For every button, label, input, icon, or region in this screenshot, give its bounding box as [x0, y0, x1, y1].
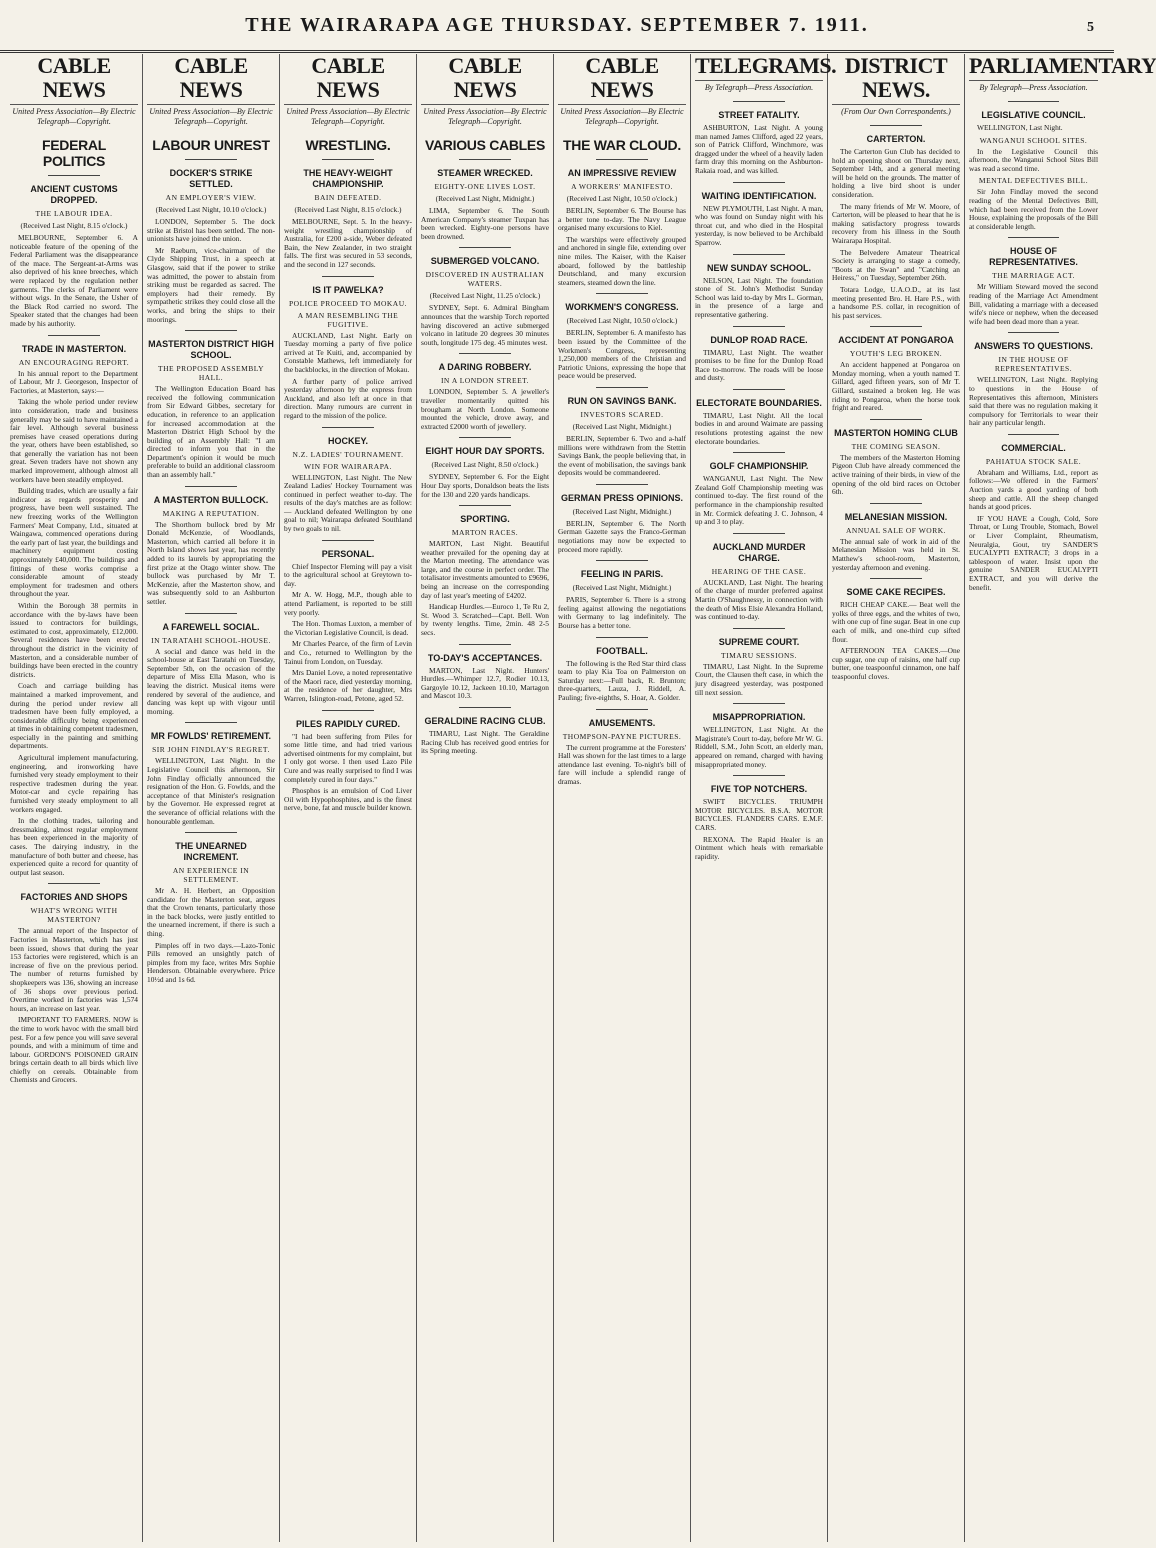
article-headline: MASTERTON HOMING CLUB — [834, 427, 958, 438]
article-headline: NEW SUNDAY SCHOOL. — [706, 262, 811, 273]
article-paragraph: BERLIN, September 6. The Bourse has a better tone to-day. The Navy League organised many excursions to Kiel. — [558, 206, 686, 233]
received-line: (Received Last Night, Midnight.) — [572, 506, 672, 516]
column-2 — [143, 54, 280, 1542]
divider — [870, 125, 921, 126]
article-paragraph: SYDNEY, September 6. For the Eight Hour Day sports, Donaldson beats the lists for the 130 and 220 yards handicaps. — [421, 472, 549, 499]
article-subheading: YOUTH'S LEG BROKEN. — [849, 349, 943, 359]
article-paragraph: The following is the Red Star third class team to play Kia Toa on Palmerston on Saturday next:—Full back, R. Brunton; three-quarters, Lauza, J. Riddell, A. Pauling; five-eighths, S. Hoar, A. Golder. — [558, 658, 686, 702]
divider — [459, 247, 510, 248]
divider — [596, 560, 647, 561]
article-headline: IS IT PAWELKA? — [312, 284, 384, 295]
article-headline: WORKMEN'S CONGRESS. — [565, 302, 679, 313]
article-paragraph: Chief Inspector Fleming will pay a visit to the agricultural school at Greytown to-day. — [284, 561, 412, 588]
article-paragraph: "I had been suffering from Piles for some little time, and had tried various advertised ointments for my complaint, but I only got worse. I then used Lazo Pile Cure and was really surprised to find I was completely cured in four days." — [284, 731, 412, 784]
article-paragraph: Taking the whole period under review into consideration, trade and business generally may be said to have maintained a fair level. Although several business premises have ceased operations during the year, others have been established, so that generally the variation has not been great. Seven traders have not shown any marked improvement, although almost all workers have been steadily employed. — [10, 397, 138, 484]
article-subheading: N.Z. LADIES' TOURNAMENT. — [292, 449, 404, 459]
column-heading: CABLE NEWS — [421, 54, 549, 105]
article-paragraph: The Carterton Gun Club has decided to hold an opening shoot on Thursday next, September 14th, and a general meeting will be held on the grounds. The matter of holding a live bird shoot is under consideration. — [832, 147, 960, 199]
article-paragraph: LIMA, September 6. The South American Company's steamer Tuxpan has been wrecked. Eighty-one persons have been drowned. — [421, 206, 549, 241]
divider — [1008, 434, 1060, 435]
article-paragraph: NELSON, Last Night. The foundation stone of St. John's Methodist Sunday School was laid to-day by Mrs L. Gorman, in the presence of a large and representative gathering. — [695, 275, 823, 319]
divider — [185, 159, 236, 160]
received-line: (Received Last Night, 8.15 o'clock.) — [294, 205, 402, 214]
divider — [733, 389, 784, 390]
article-headline: PERSONAL. — [321, 548, 375, 559]
column-byline: United Press Association—By Electric Telegraph—Copyright. — [286, 107, 410, 126]
article-paragraph: The warships were effectively grouped and anchored in single file, extending over nine miles. The Kaiser, with the Kaiser aboard, followed by the battleship Deutschland, and many excursion steamers, steamed down the line. — [558, 234, 686, 287]
article-paragraph: RICH CHEAP CAKE.— Beat well the yolks of three eggs, and the whites of two, with one cup of fine sugar. Beat in one cup each of milk, and one-third cup sifted flour. — [832, 600, 960, 644]
article-subheading: THE LABOUR IDEA. — [35, 209, 113, 218]
article-headline: AMUSEMENTS. — [588, 717, 656, 728]
column-5 — [554, 54, 691, 1542]
received-line: (Received Last Night, 8.50 o'clock.) — [431, 460, 539, 470]
article-headline: A DARING ROBBERY. — [438, 362, 532, 373]
article-subheading: THE MARRIAGE ACT. — [992, 271, 1075, 281]
divider — [322, 276, 373, 277]
divider — [870, 503, 921, 504]
article-headline: FEELING IN PARIS. — [580, 569, 664, 580]
article-paragraph: TIMARU, Last Night. The weather promises to be fine for the Dunlop Road Race to-morrow. The roads will be loose and dusty. — [695, 347, 823, 383]
article-headline: A MASTERTON BULLOCK. — [153, 494, 269, 505]
newspaper-columns — [6, 53, 1156, 1542]
article-paragraph: A further party of police arrived yesterday afternoon by the express from Auckland, and also left at once in that direction. Many rumours are current in regard to the mission of the police. — [284, 376, 412, 420]
article-paragraph: Mr Charles Pearce, of the firm of Levin and Co., returned to Wellington by the Tainui from London, on Tuesday. — [284, 639, 412, 666]
article-headline: TO-DAY'S ACCEPTANCES. — [427, 652, 543, 663]
article-subheading: BAIN DEFEATED. — [314, 193, 382, 202]
article-headline: ANSWERS TO QUESTIONS. — [974, 341, 1093, 352]
article-subheading: AN EMPLOYER'S VIEW. — [165, 193, 257, 202]
article-paragraph: The members of the Masterton Homing Pigeon Club have already commenced the active training of their birds, in view of the opening of the old bird races on October 6th. — [832, 452, 960, 497]
article-paragraph: The many friends of Mr W. Moore, of Carterton, will be pleased to hear that he is making satisfactory progress towards recovery from his illness in the South Wairarapa Hospital. — [832, 201, 960, 245]
divider — [596, 387, 647, 388]
article-subheading: PAHIATUA STOCK SALE. — [985, 456, 1082, 466]
article-paragraph: The Shorthorn bullock bred by Mr Donald McKenzie, of Woodlands, Masterton, which carried all before it in North Island shows last year, has recently added to its laurels by appropriating the first prize at the Otago winter show. The bullock was purchased by Mr T. McKenzie, after the Masterton show, and was subsequently sold to an Ashburton settler. — [147, 519, 275, 606]
article-headline: ELECTORATE BOUNDARIES. — [696, 397, 822, 408]
column-byline: United Press Association—By Electric Telegraph—Copyright. — [149, 107, 273, 126]
article-paragraph: Mr Raeburn, vice-chairman of the Clyde Shipping Trust, in a speech at Glasgow, said that if the power to strike was admitted, the power to abstain from striking must be regarded as sacred. The employers had their remedy. By sympathetic strikes they could close all the works, and bring the ships to their moorings. — [147, 245, 275, 324]
article-subheading: WANGANUI SCHOOL SITES. — [979, 135, 1088, 145]
article-headline: SUPREME COURT. — [718, 636, 800, 647]
masthead-title: THE WAIRARAPA AGE THURSDAY. SEPTEMBER 7. 1911. — [245, 14, 869, 36]
received-line: (Received Last Night, 8.15 o'clock.) — [20, 221, 128, 230]
article-paragraph: AUCKLAND, Last Night. Early on Tuesday morning a party of five police arrived at Te Kuiti, and, accompanied by Constable Mathews, left immediately for the backblocks, in the direction of Mokau. — [284, 330, 412, 374]
received-line: (Received Last Night, 10.50 o'clock.) — [566, 316, 678, 326]
column-heading: TELEGRAMS. — [695, 54, 823, 81]
divider — [459, 353, 510, 354]
divider — [48, 883, 99, 884]
divider — [1008, 237, 1060, 238]
article-paragraph: Abraham and Williams, Ltd., report as follows:—We offered in the Farmers' Auction yards a good yarding of both sheep and cattle. All the sheep changed hands at good prices. — [969, 467, 1098, 512]
article-subheading: THE COMING SEASON. — [851, 441, 941, 451]
divider — [870, 578, 921, 579]
received-line: (Received Last Night, Midnight.) — [572, 421, 672, 431]
article-headline: MR FOWLDS' RETIREMENT. — [150, 731, 272, 742]
section-headline: THE WAR CLOUD. — [563, 137, 681, 153]
article-headline: GERALDINE RACING CLUB. — [424, 716, 546, 726]
article-headline: FOOTBALL. — [596, 645, 648, 656]
article-headline: AUCKLAND MURDER CHARGE. — [712, 541, 806, 563]
divider — [322, 540, 373, 541]
divider — [733, 533, 784, 534]
divider — [459, 159, 510, 160]
article-paragraph: MELBOURNE, Sept. 5. In the heavy-weight wrestling championship of Australia, for £200 a-side, Weber defeated Bain, the New Zealander, in two straight falls. The first was secured in 53 seconds, and the second in 127 seconds. — [284, 217, 412, 269]
article-paragraph: LONDON, September 5. A jeweller's traveller momentarily quitted his brougham at North London. Someone mounted the vehicle, drove away, and extracted £2000 worth of jewellery. — [421, 387, 549, 431]
divider — [459, 707, 510, 708]
divider — [733, 628, 784, 629]
divider — [733, 452, 784, 453]
article-headline: LEGISLATIVE COUNCIL. — [981, 110, 1086, 120]
article-paragraph: An accident happened at Pongaroa on Monday morning, when a youth named T. Gillard, aged fifteen years, son of Mr T. Gillard, sustained a broken leg. He was riding to Pongaroa, when the horse took fright and reared. — [832, 360, 960, 413]
article-subheading: IN THE HOUSE OF REPRESENTATIVES. — [994, 355, 1073, 374]
article-subheading: MAKING A REPUTATION. — [162, 508, 260, 518]
article-paragraph: Mr A. H. Herbert, an Opposition candidate for the Masterton seat, argues that the Crown tenants, particularly those in the back blocks, were justly entitled to the unearned increment, if there is such a thing. — [147, 886, 275, 939]
article-paragraph: LONDON, September 5. The dock strike at Bristol has been settled. The non-unionists have joined the union. — [147, 217, 275, 244]
column-1 — [6, 54, 143, 1542]
article-subheading: THOMPSON-PAYNE PICTURES. — [562, 731, 682, 741]
article-headline: COMMERCIAL. — [1001, 442, 1066, 453]
article-paragraph: NEW PLYMOUTH, Last Night. A man, who was found on Sunday night with his throat cut, and who died in the Hospital yesterday, is now believed to be Archibald Sparrow. — [695, 203, 823, 247]
article-paragraph: REXONA. The Rapid Healer is an Ointment which heals with remarkable rapidity. — [695, 834, 823, 861]
column-byline: By Telegraph—Press Association. — [704, 83, 814, 92]
article-subheading: MARTON RACES. — [451, 528, 519, 538]
article-paragraph: In the clothing trades, tailoring and dressmaking, almost regular employment has been experienced in the majority of cases. The dairying industry, in the manufacture of both butter and cheese, has experienced quite a record for quantity of output last season. — [10, 816, 138, 877]
article-paragraph: PARIS, September 6. There is a strong feeling against allowing the negotiations with Germany to lag indefinitely. The Bourse has a better tone. — [558, 595, 686, 631]
article-headline: HOUSE OF REPRESENTATIVES. — [989, 246, 1078, 268]
article-headline: FIVE TOP NOTCHERS. — [710, 784, 808, 795]
article-paragraph: MARTON, Last Night. Beautiful weather prevailed for the opening day at the Marton meeting. The attendance was large, and the course in perfect order. The totalisator investments amounted to £9696, being an increase on the corresponding day of last year's meeting of £4202. — [421, 539, 549, 600]
received-line: (Received Last Night, 10.50 o'clock.) — [566, 194, 678, 203]
article-headline: ANCIENT CUSTOMS DROPPED. — [30, 184, 118, 205]
received-line: (Received Last Night, Midnight.) — [572, 583, 672, 593]
divider — [733, 101, 784, 102]
article-paragraph: The Wellington Education Board has received the following communication from Sir Edward Gibbes, secretary for education, in reference to an application for increased accommodation at the Masterton District High School by the building of an Assembly Hall: "I am directed to inform you that in the Department's opinion it would be much preferable to build an additional classroom than an assembly hall." — [147, 384, 275, 480]
article-paragraph: The annual sale of work in aid of the Melanesian Mission was held in St. Matthew's school-room, Masterton, yesterday afternoon and evening. — [832, 536, 960, 572]
article-paragraph: The Hon. Thomas Luxton, a member of the Victorian Legislative Council, is dead. — [284, 619, 412, 637]
article-paragraph: AFTERNOON TEA CAKES.—One cup sugar, one cup of raisins, one half cup butter, one teaspoonful cinnamon, one half teaspoonful cloves. — [832, 646, 960, 681]
article-paragraph: MELBOURNE, September 6. A noticeable feature of the opening of the Federal Parliament was the disappearance of the mace. The Sergeant-at-Arms was also deprived of his knee breeches, which were replaced by the regulation nether garments. The clerks of Parliament were without wigs. In the Senate, the Usher of the Black Rod carried no sword. The Speaker stated that the changes had been made by his authority. — [10, 233, 138, 328]
article-subheading: MENTAL DEFECTIVES BILL. — [978, 176, 1089, 186]
article-paragraph: WELLINGTON, Last Night. In the Legislative Council this afternoon, Sir John Findlay officially announced the resignation of the Hon. G. Fowlds, and the acceptance of that Minister's resignation by the Governor. He expressed regret at the severance of official relations with the honourable gentleman. — [147, 756, 275, 826]
article-paragraph: Agricultural implement manufacturing, engineering, and ironworking have furnished very steady employment to their respective tradesmen during the year. Motor-car and cycle repairing has furnished very steady employment to all workers engaged. — [10, 753, 138, 814]
article-subheading: EIGHTY-ONE LIVES LOST. — [434, 182, 536, 191]
divider — [596, 159, 647, 160]
divider — [733, 775, 784, 776]
column-heading: CABLE NEWS — [558, 54, 686, 105]
article-paragraph: Sir John Findlay moved the second reading of the Mental Defectives Bill, which had been received from the Lower House, explaining the proposals of the Bill at considerable length. — [969, 187, 1098, 231]
article-subheading: HEARING OF THE CASE. — [711, 566, 807, 576]
article-subheading: A MAN RESEMBLING THE FUGITIVE. — [297, 310, 399, 329]
column-heading: DISTRICT NEWS. — [832, 54, 960, 105]
article-paragraph: The annual report of the Inspector of Factories in Masterton, which has just been issued, shows that during the year 153 factories were registered, which is an increase of five on the previous period. The number of returns furnished by shopkeepers was 136, showing an increase of 36 shops over previous period. Overtime worked in factories was 1,574 hours, an increase on last year. — [10, 926, 138, 1013]
article-headline: GOLF CHAMPIONSHIP. — [709, 461, 809, 472]
article-subheading: POLICE PROCEED TO MOKAU. — [289, 298, 407, 308]
article-subheading: SIR JOHN FINDLAY'S REGRET. — [152, 745, 270, 755]
divider — [596, 709, 647, 710]
article-paragraph: WELLINGTON, Last Night. — [977, 123, 1063, 132]
article-headline: THE HEAVY-WEIGHT CHAMPIONSHIP. — [303, 168, 393, 189]
article-paragraph: IF YOU HAVE a Cough, Cold, Sore Throat, or Lung Trouble, Stomach, Bowel or Liver Complaint, Rheumatism, Neuralgia, Gout, try SANDER'S EUCALYPTI EXTRACT; 3 drops in a tablespoon of water. Insist upon the genuine SANDER EUCALYPTI EXTRACT, and you will derive the benefit. — [969, 513, 1098, 592]
divider — [322, 159, 373, 160]
column-7 — [828, 54, 965, 1542]
article-headline: WAITING IDENTIFICATION. — [701, 190, 817, 201]
article-paragraph: TIMARU, Last Night. In the Supreme Court, the Clausen theft case, in which the jury disagreed yesterday, was postponed till next session. — [695, 661, 823, 697]
divider — [185, 330, 236, 331]
received-line: (Received Last Night, 11.25 o'clock.) — [429, 291, 541, 301]
article-headline: THE UNEARNED INCREMENT. — [175, 841, 247, 863]
column-4 — [417, 54, 554, 1542]
divider — [733, 254, 784, 255]
article-headline: TRADE IN MASTERTON. — [21, 343, 127, 354]
divider — [185, 832, 236, 833]
column-byline: By Telegraph—Press Association. — [979, 83, 1088, 92]
article-subheading: AN EXPERIENCE IN SETTLEMENT. — [172, 866, 250, 885]
article-paragraph: AUCKLAND, Last Night. The hearing of the charge of murder preferred against Martin O'Shaughnessy, in connection with the death of Miss Elsie Alexandra Holland, was continued to-day. — [695, 577, 823, 622]
section-headline: WRESTLING. — [305, 137, 391, 153]
article-paragraph: Within the Borough 38 permits in accordance with the by-laws have been issued to contractors for buildings, estimated to cost, approximately, £12,000. Several residences have been erected throughout the district in the vicinity of Masterton, and a considerable number of buildings have been erected in the country districts. — [10, 600, 138, 679]
column-byline: (From Our Own Correspondents.) — [841, 107, 951, 116]
article-headline: GERMAN PRESS OPINIONS. — [560, 492, 684, 503]
article-paragraph: Building trades, which are usually a fair indicator as regards prosperity and progress, have been well sustained. The new freezing works of the Wellington Farmers' Meat Company, Ltd., situated at Waingawa, commenced operations during the early part of last year, the buildings and machinery equipment costing approximately £40,000. The buildings and fittings of these works comprise a considerable amount of steady employment for tradesmen and others throughout the year. — [10, 486, 138, 599]
column-heading: CABLE NEWS — [284, 54, 412, 105]
article-headline: SUBMERGED VOLCANO. — [430, 256, 540, 267]
divider — [459, 437, 510, 438]
divider — [1008, 332, 1060, 333]
article-headline: CARTERTON. — [866, 134, 926, 144]
article-headline: HOCKEY. — [327, 435, 368, 446]
article-paragraph: IMPORTANT TO FARMERS. NOW is the time to work havoc with the small bird pest. For a few pence you will save several pounds, and with a minimum of time and labour. GORDON'S POISONED GRAIN brings certain death to all birds which live chiefly on cereals. Obtainable from Chemists and Grocers. — [10, 1015, 138, 1085]
column-byline: United Press Association—By Electric Telegraph—Copyright. — [423, 107, 547, 126]
article-paragraph: BERLIN, September 6. The North German Gazette says the Franco-German negotiations may now be expected to proceed more rapidly. — [558, 518, 686, 554]
divider — [185, 722, 236, 723]
article-subheading: INVESTORS SCARED. — [580, 409, 664, 419]
column-heading: CABLE NEWS — [10, 54, 138, 105]
article-paragraph: TIMARU, Last Night. The Geraldine Racing Club has received good entries for its Spring meeting. — [421, 729, 549, 756]
article-headline: AN IMPRESSIVE REVIEW — [567, 168, 677, 178]
article-subheading: DISCOVERED IN AUSTRALIAN WATERS. — [425, 270, 545, 289]
divider — [870, 419, 921, 420]
article-paragraph: ASHBURTON, Last Night. A young man named James Clifford, aged 22 years, son of Patrick Clifford, Winchmore, was dragged under the wheel of a heavily laden farm dray this morning on the Ashburton-Rakaia road, and was killed. — [695, 123, 823, 175]
divider — [1008, 101, 1060, 102]
section-headline: FEDERAL POLITICS — [41, 137, 106, 169]
article-paragraph: In the Legislative Council this afternoon, the Wanganui School Sites Bill was read a second time. — [969, 146, 1098, 173]
article-subheading: WHAT'S WRONG WITH MASTERTON? — [30, 906, 118, 925]
article-paragraph: The Belvedere Amateur Theatrical Society is arranging to stage a comedy, "Boots at the Swan" and "Catching an Heiress," on Tuesday, September 26th. — [832, 247, 960, 283]
article-paragraph: Mr A. W. Hogg, M.P., though able to attend Parliament, is reported to be still very poorly. — [284, 590, 412, 617]
divider — [733, 703, 784, 704]
article-paragraph: WELLINGTON, Last Night. Replying to questions in the House of Representatives this afternoon, Ministers said that there was no regulation making it compulsory for Territorials to wear their hair any particular length. — [969, 375, 1098, 428]
article-headline: DOCKER'S STRIKE SETTLED. — [169, 168, 253, 189]
received-line: (Received Last Night, Midnight.) — [435, 194, 535, 203]
article-headline: ACCIDENT AT PONGAROA — [838, 335, 954, 346]
article-subheading: IN A LONDON STREET. — [440, 376, 530, 386]
article-subheading: IN TARATAHI SCHOOL-HOUSE. — [151, 635, 271, 645]
article-headline: SOME CAKE RECIPES. — [846, 587, 946, 598]
column-heading: PARLIAMENTARY — [969, 54, 1098, 81]
article-subheading: AN ENCOURAGING REPORT. — [18, 357, 130, 367]
article-subheading: ANNUAL SALE OF WORK. — [846, 525, 946, 535]
divider — [596, 637, 647, 638]
article-subheading: THE PROPOSED ASSEMBLY HALL. — [157, 364, 265, 383]
article-paragraph: TIMARU, Last Night. All the local bodies in and around Waimate are passing resolutions protesting against the new electorate boundaries. — [695, 410, 823, 446]
column-byline: United Press Association—By Electric Telegraph—Copyright. — [560, 107, 684, 126]
divider — [459, 505, 510, 506]
article-paragraph: Pimples off in two days.—Lazo-Tonic Pills removed an unsightly patch of pimples from my face, writes Mrs Sophie Henderson. Obtainable everywhere. Price 10½d and 1s 6d. — [147, 940, 275, 985]
divider — [48, 175, 99, 176]
column-8 — [965, 53, 1156, 1542]
article-subheading: A WORKERS' MANIFESTO. — [571, 182, 673, 191]
article-paragraph: BERLIN, September 6. A manifesto has been issued by the Committee of the Workmen's Congress, representing 1,250,000 members of the Christian and Patriotic Unions, expressing the hope that peace would be preserved. — [558, 328, 686, 381]
page-number: 5 — [1087, 20, 1094, 35]
article-paragraph: Mr William Steward moved the second reading of the Marriage Act Amendment Bill, validating a marriage with a deceased wife's niece or nephew, when the deceased wife had been dead more than a year. — [969, 282, 1098, 326]
article-paragraph: WELLINGTON, Last Night. The New Zealand Ladies' Hockey Tournament was continued in perfect weather to-day. The results of the day's matches are as follow:— Auckland defeated Wellington by one goal to nil; Wairarapa defeated Southland by two goals to nil. — [284, 472, 412, 534]
article-paragraph: WANGANUI, Last Night. The New Zealand Golf Championship meeting was continued to-day. The first round of the performance in the championship resulted in Mr. Cormick defeating J. C. Johnson, 4 up and 3 to play. — [695, 474, 823, 527]
divider — [870, 326, 921, 327]
article-paragraph: SWIFT BICYCLES. TRIUMPH MOTOR BICYCLES. B.S.A. MOTOR BICYCLES. FLANDERS CARS. E.M.F. CARS. — [695, 797, 823, 832]
divider — [596, 293, 647, 294]
article-headline: EIGHT HOUR DAY SPORTS. — [425, 446, 545, 457]
article-paragraph: The current programme at the Foresters' Hall was shown for the last times to a large attendance last evening. To-night's bill of fare will include a splendid range of dramas. — [558, 742, 686, 786]
article-paragraph: Mrs Daniel Love, a noted representative of the Maori race, died yesterday morning, at the residence of her daughter, Mrs Warren, Islington-road, Petone, aged 52. — [284, 668, 412, 703]
article-subheading: TIMARU SESSIONS. — [721, 650, 797, 660]
article-paragraph: Totara Lodge, U.A.O.D., at its last meeting presented Bro. H. Hare P.S., with a handsome P.S. collar, in recognition of his past services. — [832, 284, 960, 320]
article-headline: RUN ON SAVINGS BANK. — [567, 395, 677, 406]
divider — [185, 613, 236, 614]
article-headline: MELANESIAN MISSION. — [844, 511, 948, 522]
article-paragraph: MARTON, Last Night. Hunters' Hurdles.—Whimper 12.7, Rodier 10.13, Gargoyle 10.12, Jackeen 10.10, Martagon and Mascot 10.3. — [421, 665, 549, 701]
article-paragraph: A social and dance was held in the school-house at East Taratahi on Tuesday, September 5th, on the occasion of the departure of Miss Ella Mason, who is leaving the district. Musical items were rendered by several of the audience, and dancing was kept up with vigour until morning. — [147, 646, 275, 716]
article-headline: MASTERTON DISTRICT HIGH SCHOOL. — [148, 339, 274, 361]
divider — [322, 710, 373, 711]
article-subheading: WIN FOR WAIRARAPA. — [304, 461, 392, 471]
divider — [733, 182, 784, 183]
article-paragraph: SYDNEY, Sept. 6. Admiral Bingham announces that the warship Torch reported having discovered an active submerged volcano in latitude 20 degrees 30 minutes south, longitude 175 deg. 45 minutes west. — [421, 303, 549, 347]
article-headline: MISAPPROPRIATION. — [712, 712, 806, 723]
article-headline: FACTORIES AND SHOPS — [20, 892, 128, 903]
section-headline: VARIOUS CABLES — [425, 137, 545, 153]
column-heading: CABLE NEWS — [147, 54, 275, 105]
article-paragraph: Phosphos is an emulsion of Cod Liver Oil with Hypophosphites, and is the finest nerve, bone, fat and muscle builder known. — [284, 786, 412, 813]
column-6 — [691, 53, 837, 1542]
section-headline: LABOUR UNREST — [152, 137, 270, 153]
divider — [48, 335, 99, 336]
article-paragraph: In his annual report to the Department of Labour, Mr J. Georgeson, Inspector of Factories, at Masterton, says:— — [10, 368, 138, 395]
article-headline: A FAREWELL SOCIAL. — [162, 621, 260, 632]
article-headline: SPORTING. — [460, 514, 510, 525]
masthead — [0, 14, 1114, 53]
divider — [459, 644, 510, 645]
article-headline: STREET FATALITY. — [718, 110, 800, 120]
article-paragraph: WELLINGTON, Last Night. At the Magistrate's Court to-day, before Mr W. G. Riddell, S.M., John Scott, an elderly man, appeared on remand, charged with having misappropriated money. — [695, 725, 823, 769]
article-headline: STEAMER WRECKED. — [437, 168, 533, 178]
column-byline: United Press Association—By Electric Telegraph—Copyright. — [12, 107, 136, 126]
article-paragraph: Coach and carriage building has maintained a marked improvement, and during the period under review all tradesmen have been fully employed, a considerable difficulty being experienced at times in obtaining competent tradesmen, especially in the painting and smithing departments. — [10, 681, 138, 751]
column-3 — [280, 54, 417, 1542]
article-headline: DUNLOP ROAD RACE. — [710, 334, 808, 345]
divider — [733, 326, 784, 327]
divider — [322, 427, 373, 428]
article-headline: PILES RAPIDLY CURED. — [295, 718, 401, 729]
divider — [596, 484, 647, 485]
article-paragraph: BERLIN, September 6. Two and a-half millions were withdrawn from the Stettin Savings Bank, the people believing that, in the event of mobilisation, the savings bank deposits would be commandeered. — [558, 433, 686, 478]
article-paragraph: Handicap Hurdles.—Euroco 1, Te Ru 2, St. Wood 3. Scratched—Capt. Bell. Won by twenty lengths. Time, 2min. 48 2-5 secs. — [421, 602, 549, 638]
received-line: (Received Last Night, 10.10 o'clock.) — [155, 205, 267, 214]
divider — [185, 486, 236, 487]
